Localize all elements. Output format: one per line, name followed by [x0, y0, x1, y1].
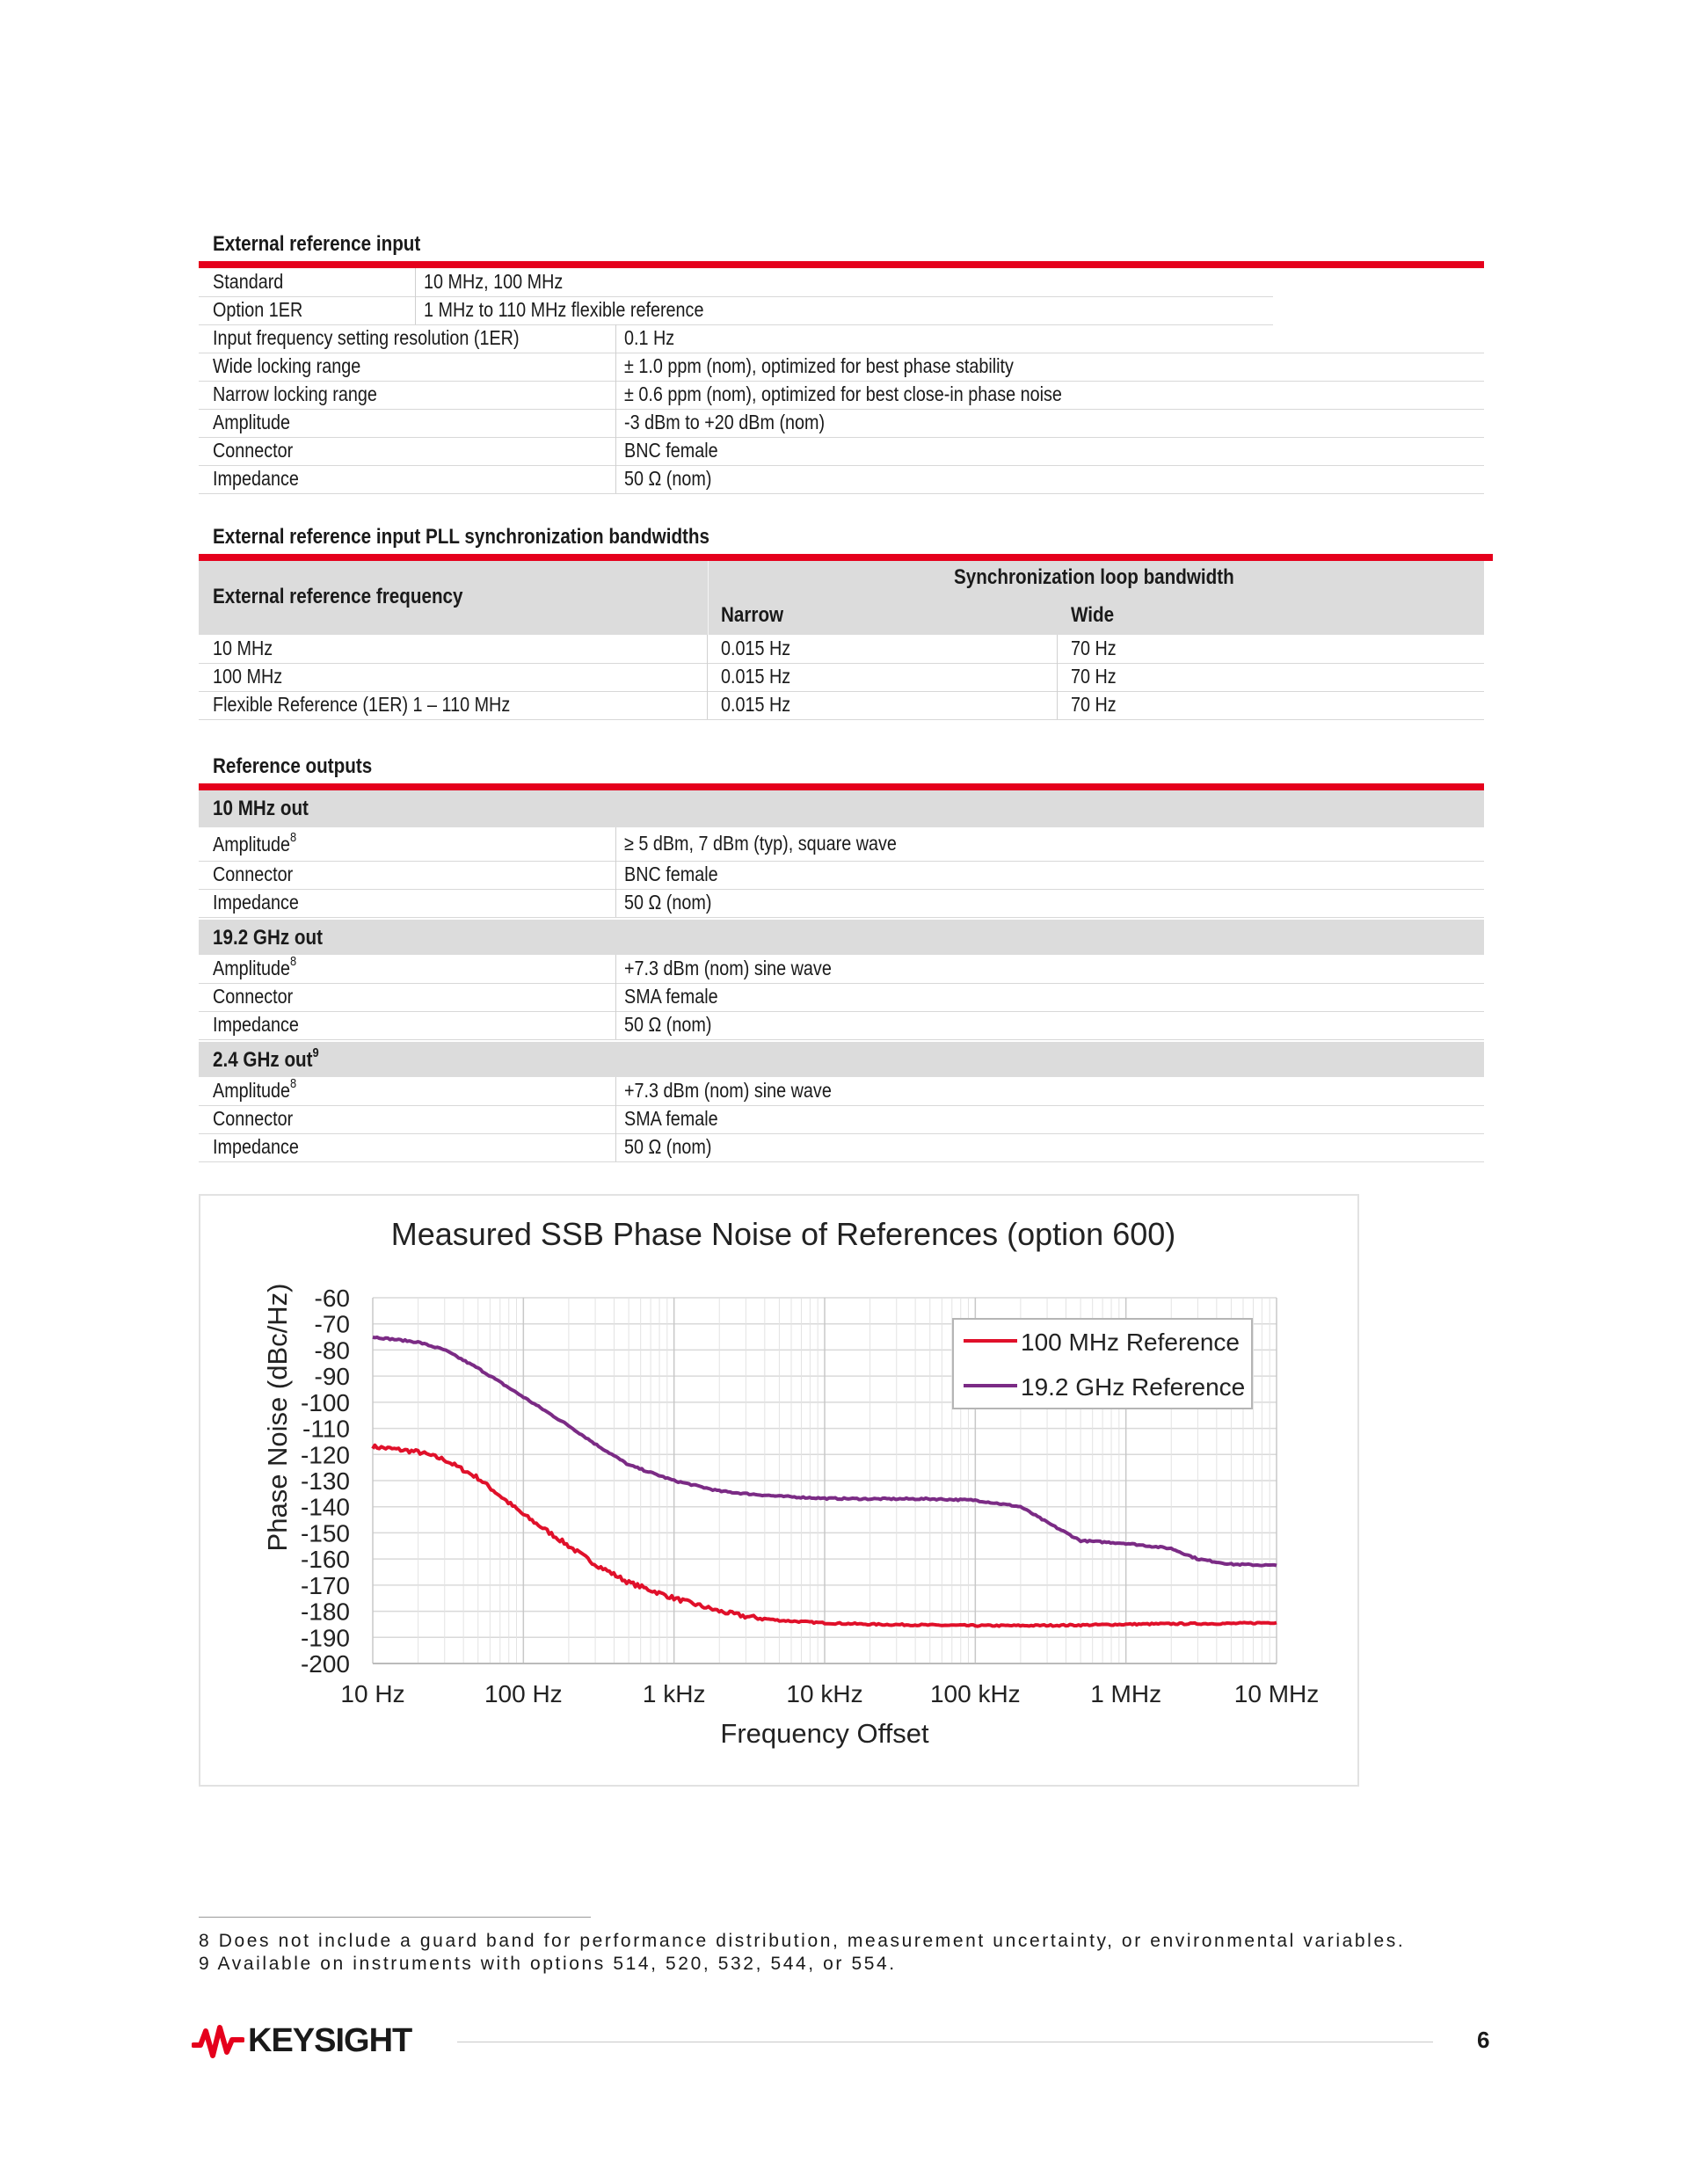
x-tick-label: 10 Hz — [340, 1680, 405, 1707]
pll-row — [199, 635, 1484, 664]
y-tick-label: -200 — [300, 1650, 350, 1678]
y-tick-label: -70 — [314, 1310, 350, 1338]
pll-row — [199, 691, 1484, 720]
ref-out-col-divider — [615, 955, 616, 983]
pll-header-narrow: Narrow — [721, 603, 784, 627]
pll-header-sync: Synchronization loop bandwidth — [954, 565, 1234, 589]
ref-out-label — [213, 954, 297, 980]
ref-out-col-divider — [615, 889, 616, 917]
ref-out-value: BNC female — [624, 863, 718, 885]
ext-ref-label: Option 1ER — [213, 298, 303, 321]
ext-ref-row — [199, 268, 1273, 297]
ref-out-group-name — [213, 926, 323, 950]
pll-wide-cell: 70 Hz — [1071, 693, 1117, 716]
ref-out-label — [213, 1076, 297, 1103]
ref-out-col-divider — [615, 1105, 616, 1133]
pll-col-divider — [1057, 635, 1058, 663]
ext-ref-col-divider — [615, 437, 616, 465]
ext-ref-row — [199, 324, 1484, 353]
ext-ref-value: ± 1.0 ppm (nom), optimized for best phase stability — [624, 354, 1014, 377]
ext-ref-value: 50 Ω (nom) — [624, 467, 712, 490]
ref-out-row — [199, 1011, 1484, 1040]
chart-xlabel: Frequency Offset — [720, 1718, 929, 1749]
ref-out-label-text: Impedance — [213, 1013, 299, 1036]
ext-ref-label: Connector — [213, 439, 294, 462]
ref-out-group-header — [199, 920, 1484, 955]
pll-narrow-cell: 0.015 Hz — [721, 693, 791, 716]
ref-out-label — [213, 1107, 293, 1131]
pll-col-divider — [707, 635, 708, 663]
ref-out-label — [213, 891, 299, 914]
ext-ref-value: ± 0.6 ppm (nom), optimized for best close-in phase noise — [624, 382, 1062, 405]
ref-out-col-divider — [615, 861, 616, 889]
footnote-ref: 9 — [312, 1045, 319, 1060]
ref-out-value: SMA female — [624, 1107, 718, 1130]
ref-out-col-divider — [615, 827, 616, 861]
ext-ref-value: 10 MHz, 100 MHz — [424, 270, 564, 293]
ext-ref-value: BNC female — [624, 439, 718, 462]
ref-out-label-text: Amplitude — [213, 1079, 290, 1102]
y-tick-label: -160 — [300, 1546, 350, 1574]
footnote-ref: 8 — [289, 1076, 297, 1091]
y-tick-label: -120 — [300, 1441, 350, 1469]
ref-out-row — [199, 1077, 1484, 1106]
x-tick-label: 1 MHz — [1090, 1680, 1162, 1707]
x-tick-label: 100 Hz — [484, 1680, 563, 1707]
ext-ref-label: Standard — [213, 270, 284, 293]
ref-out-label-text: Impedance — [213, 891, 299, 914]
ref-out-group-name — [213, 1045, 319, 1073]
pll-wide-cell: 70 Hz — [1071, 637, 1117, 659]
ref-out-label-text: Connector — [213, 863, 294, 885]
ext-ref-col-divider — [615, 409, 616, 437]
ext-ref-title: External reference input — [213, 232, 421, 256]
ref-out-group-header — [199, 790, 1484, 827]
ref-out-value: 50 Ω (nom) — [624, 1135, 712, 1158]
ref-out-label — [213, 1135, 299, 1159]
pll-row — [199, 663, 1484, 692]
ref-out-label — [213, 1013, 299, 1037]
ext-ref-col-divider — [615, 324, 616, 353]
ext-ref-value: -3 dBm to +20 dBm (nom) — [624, 411, 826, 433]
ref-out-col-divider — [615, 1133, 616, 1161]
ref-out-value: 50 Ω (nom) — [624, 891, 712, 914]
pll-narrow-cell: 0.015 Hz — [721, 665, 791, 688]
phase-noise-chart — [200, 1196, 1357, 1785]
pll-freq-cell: 10 MHz — [213, 637, 273, 659]
ref-out-label-text: Impedance — [213, 1135, 299, 1158]
ref-out-value: 50 Ω (nom) — [624, 1013, 712, 1036]
pll-col-divider — [707, 663, 708, 691]
ref-out-label — [213, 863, 293, 886]
ext-ref-col-divider — [615, 465, 616, 493]
ext-ref-row — [199, 437, 1484, 466]
ref-out-label-text: Amplitude — [213, 957, 290, 979]
x-tick-label: 10 kHz — [786, 1680, 863, 1707]
footnote-8: 8 Does not include a guard band for performance distribution, measurement uncertainty, or environmental variables. — [199, 1931, 1406, 1951]
ref-out-row — [199, 861, 1484, 890]
ext-ref-col-divider — [615, 353, 616, 381]
ext-ref-row — [199, 409, 1484, 438]
ref-out-redbar — [199, 783, 1484, 790]
chart-title: Measured SSB Phase Noise of References (option 600) — [390, 1216, 1176, 1252]
ext-ref-row — [199, 353, 1484, 382]
ref-out-value: ≥ 5 dBm, 7 dBm (typ), square wave — [624, 832, 897, 855]
pll-freq-cell: 100 MHz — [213, 665, 283, 688]
ref-out-row — [199, 889, 1484, 918]
y-tick-label: -90 — [314, 1363, 350, 1391]
pll-narrow-cell: 0.015 Hz — [721, 637, 791, 659]
ext-ref-col-divider — [415, 268, 416, 296]
chart-y-ticks — [301, 1285, 350, 1678]
ref-out-row — [199, 955, 1484, 984]
x-tick-label: 10 MHz — [1233, 1680, 1320, 1707]
y-tick-label: -110 — [302, 1415, 350, 1443]
brand-name: KEYSIGHT — [248, 2022, 412, 2059]
ref-out-value: +7.3 dBm (nom) sine wave — [624, 957, 832, 979]
ref-out-label-text: Connector — [213, 985, 294, 1008]
pll-col-divider — [707, 691, 708, 719]
ref-out-row — [199, 827, 1484, 862]
y-tick-label: -180 — [300, 1598, 350, 1626]
ref-out-label-text: Amplitude — [213, 833, 290, 855]
x-tick-label: 100 kHz — [929, 1680, 1021, 1707]
page-number: 6 — [1477, 2027, 1490, 2053]
x-tick-label: 1 kHz — [642, 1680, 706, 1707]
footnote-9: 9 Available on instruments with options 514, 520, 532, 544, or 554. — [199, 1954, 897, 1974]
pll-title: External reference input PLL synchronization bandwidths — [213, 525, 710, 549]
ref-out-row — [199, 1105, 1484, 1134]
y-tick-label: -130 — [300, 1467, 350, 1495]
ext-ref-row — [199, 381, 1484, 410]
ext-ref-col-divider — [615, 381, 616, 409]
pll-col-divider — [1057, 691, 1058, 719]
ref-out-col-divider — [615, 983, 616, 1011]
y-tick-label: -100 — [300, 1388, 350, 1416]
pll-header-divider — [708, 561, 709, 635]
pll-col-divider — [1057, 663, 1058, 691]
y-tick-label: -170 — [300, 1571, 350, 1599]
ext-ref-label: Input frequency setting resolution (1ER) — [213, 326, 520, 349]
ref-out-group-header — [199, 1042, 1484, 1077]
footnote-ref: 8 — [289, 954, 297, 969]
ext-ref-col-divider — [415, 296, 416, 324]
legend-label-19ghz: 19.2 GHz Reference — [1021, 1373, 1246, 1401]
y-tick-label: -140 — [300, 1493, 350, 1521]
pll-freq-cell: Flexible Reference (1ER) 1 – 110 MHz — [213, 693, 511, 716]
ext-ref-redbar — [199, 261, 1484, 268]
legend-label-100mhz: 100 MHz Reference — [1021, 1329, 1241, 1356]
y-tick-label: -190 — [300, 1624, 350, 1652]
ext-ref-row — [199, 296, 1273, 325]
ref-out-group-name — [213, 797, 309, 821]
ref-out-col-divider — [615, 1077, 616, 1105]
footnote-rule — [199, 1917, 591, 1918]
pll-header-wide: Wide — [1071, 603, 1115, 627]
ref-out-title: Reference outputs — [213, 754, 373, 778]
ref-out-label — [213, 830, 297, 856]
footnote-ref: 8 — [289, 830, 297, 845]
keysight-logo-icon — [192, 2022, 244, 2061]
ref-out-label-text: Connector — [213, 1107, 294, 1130]
ext-ref-label: Narrow locking range — [213, 382, 377, 405]
ref-out-row — [199, 983, 1484, 1012]
ref-out-group-name-text: 2.4 GHz out — [213, 1048, 313, 1072]
y-tick-label: -80 — [314, 1336, 350, 1365]
ext-ref-label: Wide locking range — [213, 354, 361, 377]
pll-wide-cell: 70 Hz — [1071, 665, 1117, 688]
chart-x-ticks — [340, 1680, 1319, 1707]
ref-out-row — [199, 1133, 1484, 1162]
chart-frame — [199, 1194, 1359, 1787]
ref-out-value: SMA female — [624, 985, 718, 1008]
ext-ref-value: 1 MHz to 110 MHz flexible reference — [424, 298, 704, 321]
ext-ref-label: Impedance — [213, 467, 299, 490]
pll-redbar — [199, 554, 1493, 561]
y-tick-label: -150 — [300, 1519, 350, 1547]
ext-ref-row — [199, 465, 1484, 494]
pll-header-freq: External reference frequency — [213, 585, 463, 608]
ref-out-label — [213, 985, 293, 1008]
ref-out-group-name-text: 10 MHz out — [213, 797, 309, 820]
ref-out-value: +7.3 dBm (nom) sine wave — [624, 1079, 832, 1102]
chart-ylabel: Phase Noise (dBc/Hz) — [262, 1283, 293, 1552]
y-tick-label: -60 — [314, 1285, 350, 1312]
ref-out-group-name-text: 19.2 GHz out — [213, 926, 324, 950]
ref-out-col-divider — [615, 1011, 616, 1039]
ext-ref-label: Amplitude — [213, 411, 290, 433]
ext-ref-value: 0.1 Hz — [624, 326, 675, 349]
